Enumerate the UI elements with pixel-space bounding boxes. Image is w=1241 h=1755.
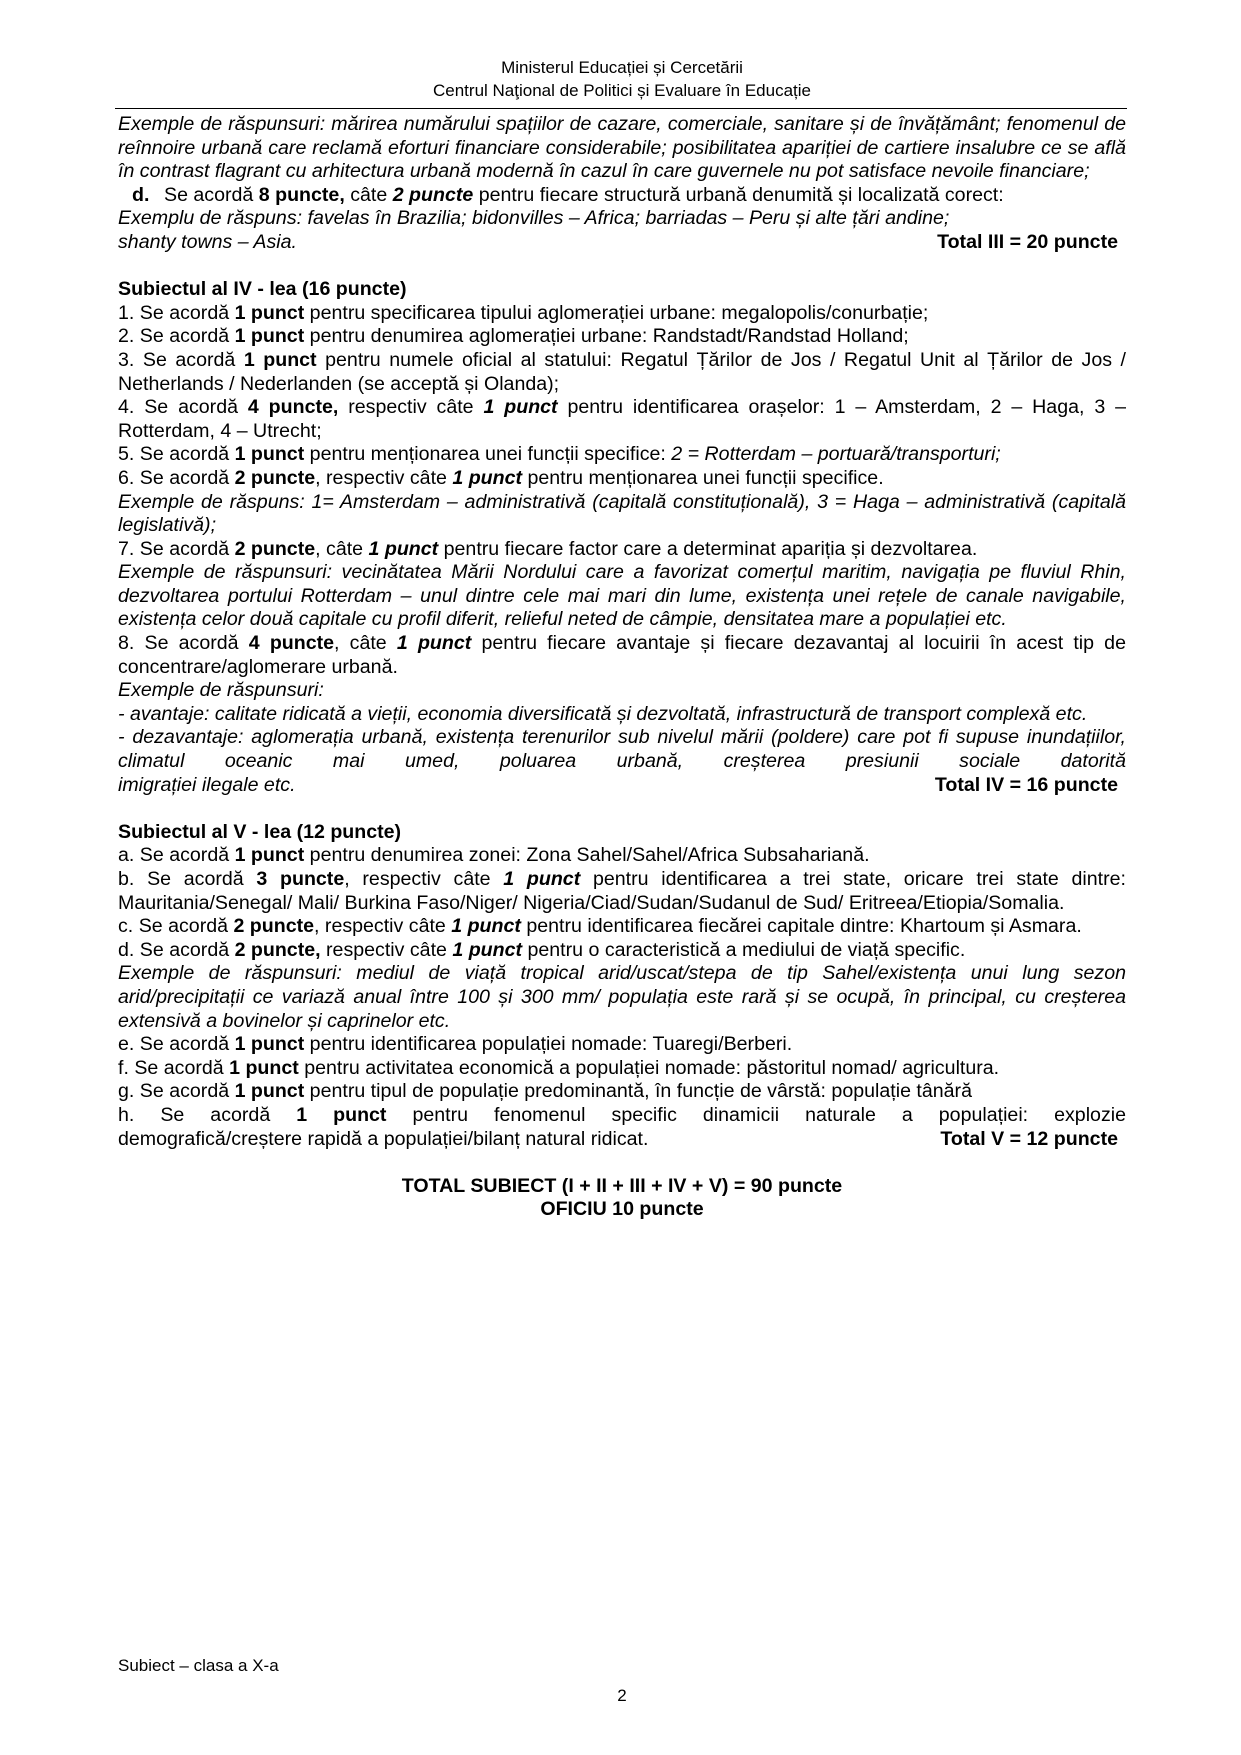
- scoring-item: [118, 302, 1126, 326]
- points-bold: 4 puncte,: [247, 396, 339, 419]
- item-text: pentru tipul de populație predominantă, în funcție de vârstă: populație tânără: [304, 1080, 972, 1103]
- item-text: pentru fiecare factor care a determinat apariția și dezvoltarea.: [438, 537, 978, 560]
- item-text: Se acordă: [134, 1056, 230, 1079]
- item-text: pentru specificarea tipului aglomerației urbane: megalopolis/conurbație;: [304, 301, 929, 324]
- example-answers: Exemple de răspunsuri:: [118, 679, 324, 702]
- item-text: Se acordă: [142, 348, 244, 371]
- item-text: pentru identificarea fiecărei capitale dintre: Khartoum și Asmara.: [520, 915, 1082, 938]
- scoring-item: [118, 915, 1126, 939]
- points-bold: 1 punct: [234, 325, 305, 348]
- subject4-items: [118, 302, 1126, 727]
- scoring-item: [118, 844, 1126, 868]
- item-number: 5.: [118, 443, 140, 466]
- item-text-tail: demografică/creștere rapidă a populației/bilanț natural ridicat.: [118, 1127, 649, 1150]
- scoring-item: [118, 1057, 1126, 1081]
- points-bold: 3 puncte: [256, 868, 345, 890]
- item-text: Se acordă: [147, 868, 257, 890]
- oficiu: OFICIU 10 puncte: [540, 1198, 704, 1221]
- points-bold-italic: 1 punct: [452, 466, 523, 489]
- points-bold: 1 punct: [229, 1056, 299, 1079]
- item-text: , respectiv câte: [344, 868, 504, 890]
- points-bold: 1 punct: [234, 844, 305, 867]
- item-text: Se acordă: [139, 537, 235, 560]
- points-bold: 8 puncte,: [258, 183, 345, 206]
- item-text: Se acordă: [139, 466, 235, 489]
- item-text: Se acordă: [160, 1103, 297, 1126]
- header-ministry: Ministerul Educației și Cercetării: [501, 58, 743, 77]
- scoring-item: [118, 939, 1126, 963]
- example-answers: Exemple de răspunsuri: mediul de viață tropical arid/uscat/stepa de tip Sahel/existența unui lung sezon arid/precipitații ce variază anual între 100 și 300 mm/ populația este rară și se ocupă, în principal, cu creșterea extensivă a bovinelor și caprinelor etc.: [118, 962, 1126, 1032]
- item-text: , câte: [315, 537, 369, 560]
- points-bold-italic: 1 punct: [483, 396, 558, 419]
- subject5-title: Subiectul al V - lea (12 puncte): [118, 820, 402, 843]
- subject5-item-h: [118, 1104, 1126, 1128]
- subject4-title: Subiectul al IV - lea (16 puncte): [118, 278, 407, 301]
- example-tail: shanty towns – Asia.: [118, 230, 297, 253]
- item-text: Se acordă: [139, 844, 235, 867]
- subject5-items: [118, 844, 1126, 1104]
- item-text: , câte: [334, 632, 397, 655]
- points-bold-italic: 1 punct: [451, 915, 521, 938]
- item-number: 7.: [118, 537, 140, 560]
- item-label: d.: [132, 183, 150, 206]
- item-number: 8.: [118, 632, 145, 655]
- scoring-item: [118, 325, 1126, 349]
- scoring-item: [118, 632, 1126, 679]
- subject3-item-d: [118, 184, 1126, 208]
- item-text: , respectiv câte: [315, 466, 453, 489]
- item-text: pentru denumirea aglomerației urbane: Randstadt/Randstad Holland;: [304, 325, 909, 348]
- points-bold-italic: 1 punct: [503, 868, 581, 890]
- scoring-item: [118, 538, 1126, 562]
- points-bold: 2 puncte,: [234, 938, 321, 961]
- scoring-item: [118, 396, 1126, 443]
- item-number: 1.: [118, 301, 140, 324]
- item-number: h.: [118, 1103, 161, 1126]
- item-text: Se acordă: [139, 1080, 235, 1103]
- item-text: , respectiv câte: [314, 915, 452, 938]
- item-text: Se acordă: [144, 396, 248, 419]
- scoring-item: [118, 467, 1126, 491]
- item-text: pentru identificarea populației nomade: Tuaregi/Berberi.: [304, 1033, 793, 1056]
- points-bold: 1 punct: [243, 348, 317, 371]
- points-bold: 1 punct: [234, 1080, 305, 1103]
- example-answers: - avantaje: calitate ridicată a vieții, economia diversificată și dezvoltată, infrastructură de transport complexă etc.: [118, 702, 1088, 725]
- item-number: g.: [118, 1080, 140, 1103]
- item-text: pentru fiecare avantaje și fiecare dezavantaj al locuirii în acest tip de concentrare/aglomerare urbană.: [118, 632, 1126, 678]
- page-number: 2: [617, 1686, 627, 1705]
- item-number: 2.: [118, 325, 140, 348]
- subject5-total: Total V = 12 puncte: [940, 1127, 1118, 1150]
- item-number: 6.: [118, 466, 140, 489]
- item-number: 3.: [118, 348, 143, 371]
- item-text: pentru menționarea unei funcții specifice.: [522, 466, 884, 489]
- subject4-total: Total IV = 16 puncte: [934, 773, 1118, 796]
- subject3-total: Total III = 20 puncte: [937, 230, 1118, 253]
- subject3-total-row: [118, 231, 1126, 255]
- subject3-d-example: Exemplu de răspuns: favelas în Brazilia; bidonvilles – Africa; barriadas – Peru și alte țări andine;: [118, 207, 950, 230]
- item-text: pentru o caracteristică a mediului de viață specific.: [522, 938, 966, 961]
- header-center: Centrul Naţional de Politici și Evaluare în Educație: [433, 81, 811, 100]
- scoring-item: [118, 868, 1126, 915]
- scoring-item: [118, 443, 1126, 467]
- item-text: Se acordă: [139, 938, 235, 961]
- points-bold: 2 puncte: [233, 915, 315, 938]
- header-rule: [115, 108, 1127, 109]
- item-number: c.: [118, 915, 139, 938]
- item-text: respectiv câte: [320, 938, 453, 961]
- example-tail: imigrației ilegale etc.: [118, 773, 296, 796]
- item-number: e.: [118, 1033, 140, 1056]
- item-text: pentru fiecare structură urbană denumită și localizată corect:: [473, 183, 1004, 206]
- item-text: pentru activitatea economică a populației nomade: păstoritul nomad/ agricultura.: [298, 1056, 1000, 1079]
- points-bold: 4 puncte: [248, 632, 335, 655]
- item-text: Se acordă: [139, 443, 235, 466]
- points-bold: 1 punct: [234, 443, 305, 466]
- points-bold-italic: 1 punct: [452, 938, 523, 961]
- item-number: d.: [118, 938, 140, 961]
- points-bold-italic: 1 punct: [396, 632, 472, 655]
- scoring-item: [118, 1033, 1126, 1057]
- scoring-item: [118, 349, 1126, 396]
- scoring-item: [118, 1080, 1126, 1104]
- subject4-example-disadvantages: - dezavantaje: aglomerația urbană, existența terenurilor sub nivelul mării (poldere) care pot fi supuse inundațiilor, climatul oceanic mai umed, poluarea urbană, creșterea presiunii sociale datorită: [118, 726, 1126, 773]
- item-text: pentru fenomenul specific dinamicii naturale a populației: explozie: [386, 1103, 1127, 1126]
- item-number: 4.: [118, 396, 145, 419]
- points-bold: 2 puncte: [234, 537, 316, 560]
- item-text: Se acordă: [139, 301, 235, 324]
- item-text: Se acordă: [164, 183, 259, 206]
- subject4-total-row: [118, 774, 1126, 798]
- item-text: Se acordă: [144, 632, 249, 655]
- item-text: Se acordă: [139, 1033, 235, 1056]
- item-number: a.: [118, 844, 140, 867]
- item-text: pentru numele oficial al statului: Regatul Țărilor de Jos / Regatul Unit al Țărilor de Jos / Netherlands / Nederlanden (se acceptă și Olanda);: [118, 348, 1126, 395]
- item-text: pentru identificarea orașelor: 1 – Amsterdam, 2 – Haga, 3 – Rotterdam, 4 – Utrecht;: [118, 396, 1126, 442]
- footer-subject: Subiect – clasa a X-a: [118, 1656, 279, 1675]
- points-bold: 1 punct: [234, 301, 305, 324]
- points-bold: 2 puncte: [234, 466, 316, 489]
- points-bold: 1 punct: [296, 1103, 387, 1126]
- item-text: câte: [344, 183, 393, 206]
- item-text: respectiv câte: [338, 396, 484, 419]
- page-content: [118, 113, 1126, 1222]
- item-text: pentru denumirea zonei: Zona Sahel/Sahel/Africa Subsahariană.: [304, 844, 870, 867]
- example-answers: Exemple de răspunsuri: vecinătatea Mării Nordului care a favorizat comerțul maritim, navigația pe fluviul Rhin, dezvoltarea portului Rotterdam – unul dintre cele mai mari din lume, existența unei rețele de canale navigabile, existența celor două capitale cu profil diferit, relieful neted de câmpie, densitatea mare a populației etc.: [118, 561, 1126, 631]
- item-text: pentru menționarea unei funcții specifice:: [304, 443, 672, 466]
- points-bold-italic: 2 puncte: [392, 183, 474, 206]
- points-bold-italic: 1 punct: [368, 537, 439, 560]
- page-header: [118, 56, 1126, 102]
- total-subject: TOTAL SUBIECT (I + II + III + IV + V) = 90 puncte: [401, 1174, 843, 1197]
- example-inline: 2 = Rotterdam – portuară/transporturi;: [671, 443, 1001, 466]
- item-text: pentru identificarea a trei state, oricare trei state dintre: Mauritania/Senegal/ Mali/ Burkina Faso/Niger/ Nigeria/Ciad/Sudan/Sudanul de Sud/ Eritreea/Etiopia/Somalia.: [118, 868, 1126, 914]
- subject5-total-row: [118, 1128, 1126, 1152]
- example-answers: Exemple de răspuns: 1= Amsterdam – administrativă (capitală constituțională), 3 = Haga – administrativă (capitală legislativă);: [118, 490, 1126, 537]
- points-bold: 1 punct: [234, 1033, 305, 1056]
- item-number: b.: [118, 868, 148, 890]
- item-text: Se acordă: [138, 915, 234, 938]
- item-number: f.: [118, 1056, 135, 1079]
- subject3-c-examples: Exemple de răspunsuri: mărirea numărului spațiilor de cazare, comerciale, sanitare și de învățământ; fenomenul de reînnoire urbană care reclamă eforturi financiare considerabile; posibilitatea apariției de cartiere insalubre ce se află în contrast flagrant cu arhitectura urbană modernă în cazul în care guvernele nu pot satisface nevoile financiare;: [118, 113, 1126, 183]
- item-text: Se acordă: [139, 325, 235, 348]
